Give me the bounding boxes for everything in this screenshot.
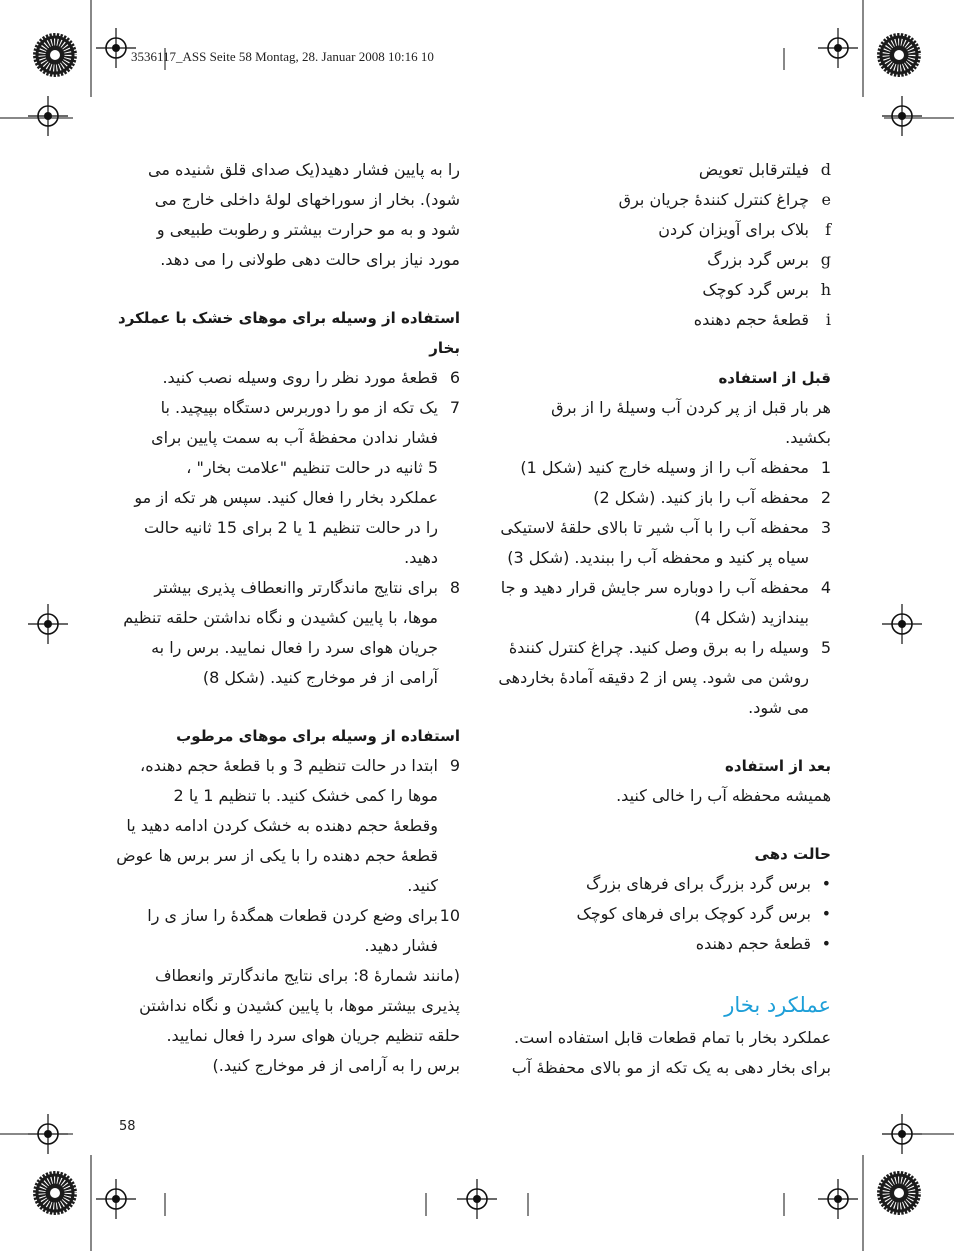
step-text: قطعهٔ حجم دهنده را با یکی از سر برس ها عوض [116, 846, 438, 865]
part-item [490, 305, 831, 335]
bullet-icon: • [821, 934, 831, 953]
crosshair-icon [882, 1114, 922, 1154]
right-column [490, 155, 831, 1083]
bullet-icon: • [821, 874, 831, 893]
note-line: پذیری بیشتر موها، با پایین کشیدن و نگاه نداشتن [139, 996, 460, 1015]
step-text: وسیله را به برق وصل کنید. چراغ کنترل کنندهٔ [508, 638, 809, 657]
step-item [490, 573, 831, 633]
step-item [118, 751, 460, 901]
step-text: موها را کمی خشک کنید. با تنظیم 1 یا 2 [173, 786, 438, 805]
part-letter: f [825, 220, 831, 239]
step-text: محفظه آب را دوباره سر جایش قرار دهید و جا [500, 578, 809, 597]
section-heading: استفاده از وسیله برای موهای مرطوب [176, 727, 460, 745]
crosshair-icon [818, 1179, 858, 1219]
part-label: برس گرد کوچک [702, 280, 809, 299]
crosshair-icon [28, 96, 68, 136]
step-text: برای وضع کردن قطعات همگدهٔ را ساز ی را [147, 906, 438, 925]
registration-star-icon [877, 33, 921, 77]
step-text: جریان هوای سرد را فعال نمایید. برس را به [151, 638, 438, 657]
section-heading: استفاده از وسیله برای موهای خشک با عملکرد [118, 309, 460, 327]
step-number: 3 [820, 518, 831, 537]
paragraph-line: مورد نیاز برای حالت دهی طولانی را می دهد. [160, 250, 460, 269]
part-label: فیلترقابل تعویض [698, 160, 809, 179]
paragraph-line: را به پایین فشار دهید(یک صدای قلق شنیده می [148, 160, 460, 179]
part-label: چراغ کنترل کنندهٔ جریان برق [618, 190, 809, 209]
paragraph-line: همیشه محفظه آب را خالی کنید. [616, 786, 831, 805]
registration-star-icon [33, 1171, 77, 1215]
paragraph-line: عملکرد بخار با تمام قطعات قابل استفاده است. [513, 1028, 831, 1047]
part-item [490, 245, 831, 275]
part-letter: g [820, 250, 831, 269]
step-text: ابتدا در حالت تنظیم 3 و با قطعهٔ حجم دهنده، [140, 756, 438, 775]
crosshair-icon [28, 1114, 68, 1154]
step-item [490, 513, 831, 573]
step-number: 5 [820, 638, 831, 657]
page-number: 58 [119, 1119, 136, 1134]
step-number: 4 [820, 578, 831, 597]
step-text: وقطعهٔ حجم دهنده به خشک کردن ادامه دهید یا [126, 816, 438, 835]
step-text: یک تکه از مو را دوربرس دستگاه بپیچید. با [160, 398, 438, 417]
bullet-text: برس گرد کوچک برای فرهای کوچک [576, 904, 811, 923]
part-item [490, 185, 831, 215]
bullet-text: قطعهٔ حجم دهنده [695, 934, 811, 953]
step-item [118, 453, 460, 573]
step-number: 9 [449, 756, 460, 775]
bullet-item [490, 869, 831, 899]
step-text: فشار دهید. [364, 936, 438, 955]
note-line: حلقه تنظیم جریان هوای سرد را فعال نمایید. [166, 1026, 460, 1045]
part-letter: h [820, 280, 831, 299]
part-item [490, 155, 831, 185]
step-text: بیندازید (شکل 4) [694, 608, 809, 627]
paragraph-line: هر بار قبل از پر کردن آب وسیلهٔ را از برق [551, 398, 831, 417]
crosshair-icon [96, 28, 136, 68]
step-text: عملکرد بخار را فعال کنید. سپس هر تکه از مو [134, 488, 438, 507]
paragraph-line: شود). بخار از سوراخهای لولهٔ داخلی خارج می [154, 190, 460, 209]
step-number: 6 [449, 368, 460, 387]
step-text: دهید. [404, 548, 438, 567]
step-text: را در حالت تنظیم 1 یا 2 برای 15 ثانیه حالت [144, 518, 438, 537]
step-text: 5 ثانیه در حالت تنظیم "علامت بخار" ، [186, 458, 438, 477]
part-letter: d [820, 160, 831, 179]
paragraph-line: شود و به مو حرارت بیشتر و رطوبت طبیعی و [156, 220, 460, 239]
step-number: 7 [449, 398, 460, 417]
step-text: می شود. [748, 698, 809, 717]
step-text: روشن می شود. پس از 2 دقیقه آمادهٔ بخاردهی [498, 668, 809, 687]
step-text: محفظه آب را از وسیله خارج کنید (شکل 1) [520, 458, 809, 477]
step-number: 2 [820, 488, 831, 507]
crosshair-icon [882, 604, 922, 644]
step-text: محفظه آب را با آب شیر تا بالای حلقهٔ لاستیکی [500, 518, 809, 537]
steam-section-title: عملکرد بخار [724, 993, 831, 1017]
step-item [118, 363, 460, 393]
step-text: کنید. [407, 876, 438, 895]
crosshair-icon [882, 96, 922, 136]
step-number: 10 [439, 906, 460, 925]
crosshair-icon [457, 1179, 497, 1219]
bullet-item [490, 929, 831, 959]
step-item [490, 483, 831, 513]
registration-star-icon [33, 33, 77, 77]
step-number [438, 453, 460, 483]
part-label: برس گرد بزرگ [707, 250, 809, 269]
note-line: برس را به آرامی از فر موخارج کنید.) [212, 1056, 460, 1075]
step-item [490, 633, 831, 723]
part-letter: i [825, 310, 831, 329]
section-heading: بعد از استفاده [725, 757, 831, 775]
part-label: قطعهٔ حجم دهنده [693, 310, 809, 329]
step-text: فشار ندادن محفظهٔ آب به سمت پایین برای [151, 428, 438, 447]
left-column [118, 155, 460, 1081]
crosshair-icon [28, 604, 68, 644]
step-text: برای نتایج ماندگارتر واانعطاف پذیری بیشتر [154, 578, 438, 597]
step-item [118, 573, 460, 693]
part-item [490, 215, 831, 245]
step-number: 1 [820, 458, 831, 477]
step-item [118, 901, 460, 961]
bullet-icon: • [821, 904, 831, 923]
section-heading: بخار [429, 339, 460, 357]
step-number: 8 [449, 578, 460, 597]
step-text: سیاه پر کنید و محفظه آب را ببندید. (شکل 3) [507, 548, 809, 567]
step-text: قطعهٔ مورد نظر را روی وسیله نصب کنید. [162, 368, 438, 387]
step-text: موها، با پایین کشیدن و نگاه نداشتن حلقه تنظیم [123, 608, 438, 627]
print-slug: 3536117_ASS Seite 58 Montag, 28. Januar 2008 10:16 10 [131, 49, 434, 64]
registration-star-icon [877, 1171, 921, 1215]
part-label: بلاک برای آویزان کردن [658, 220, 809, 239]
part-letter: e [821, 190, 831, 209]
bullet-item [490, 899, 831, 929]
step-item [490, 453, 831, 483]
crosshair-icon [96, 1179, 136, 1219]
note-line: (مانند شمارهٔ 8: برای نتایج ماندگارتر وانعطاف [154, 966, 460, 985]
step-item [118, 393, 460, 453]
section-heading: حالت دهی [754, 845, 831, 863]
step-text: محفظه آب را باز کنید. (شکل 2) [593, 488, 809, 507]
paragraph-line: برای بخار دهی به یک تکه از مو بالای محفظهٔ آب [511, 1058, 831, 1077]
crosshair-icon [818, 28, 858, 68]
section-heading: قبل از استفاده [718, 369, 831, 387]
part-item [490, 275, 831, 305]
bullet-text: برس گرد بزرگ برای فرهای بزرگ [585, 874, 811, 893]
paragraph-line: بکشید. [785, 428, 831, 447]
step-text: آرامی از فر موخارج کنید. (شکل 8) [202, 668, 438, 687]
